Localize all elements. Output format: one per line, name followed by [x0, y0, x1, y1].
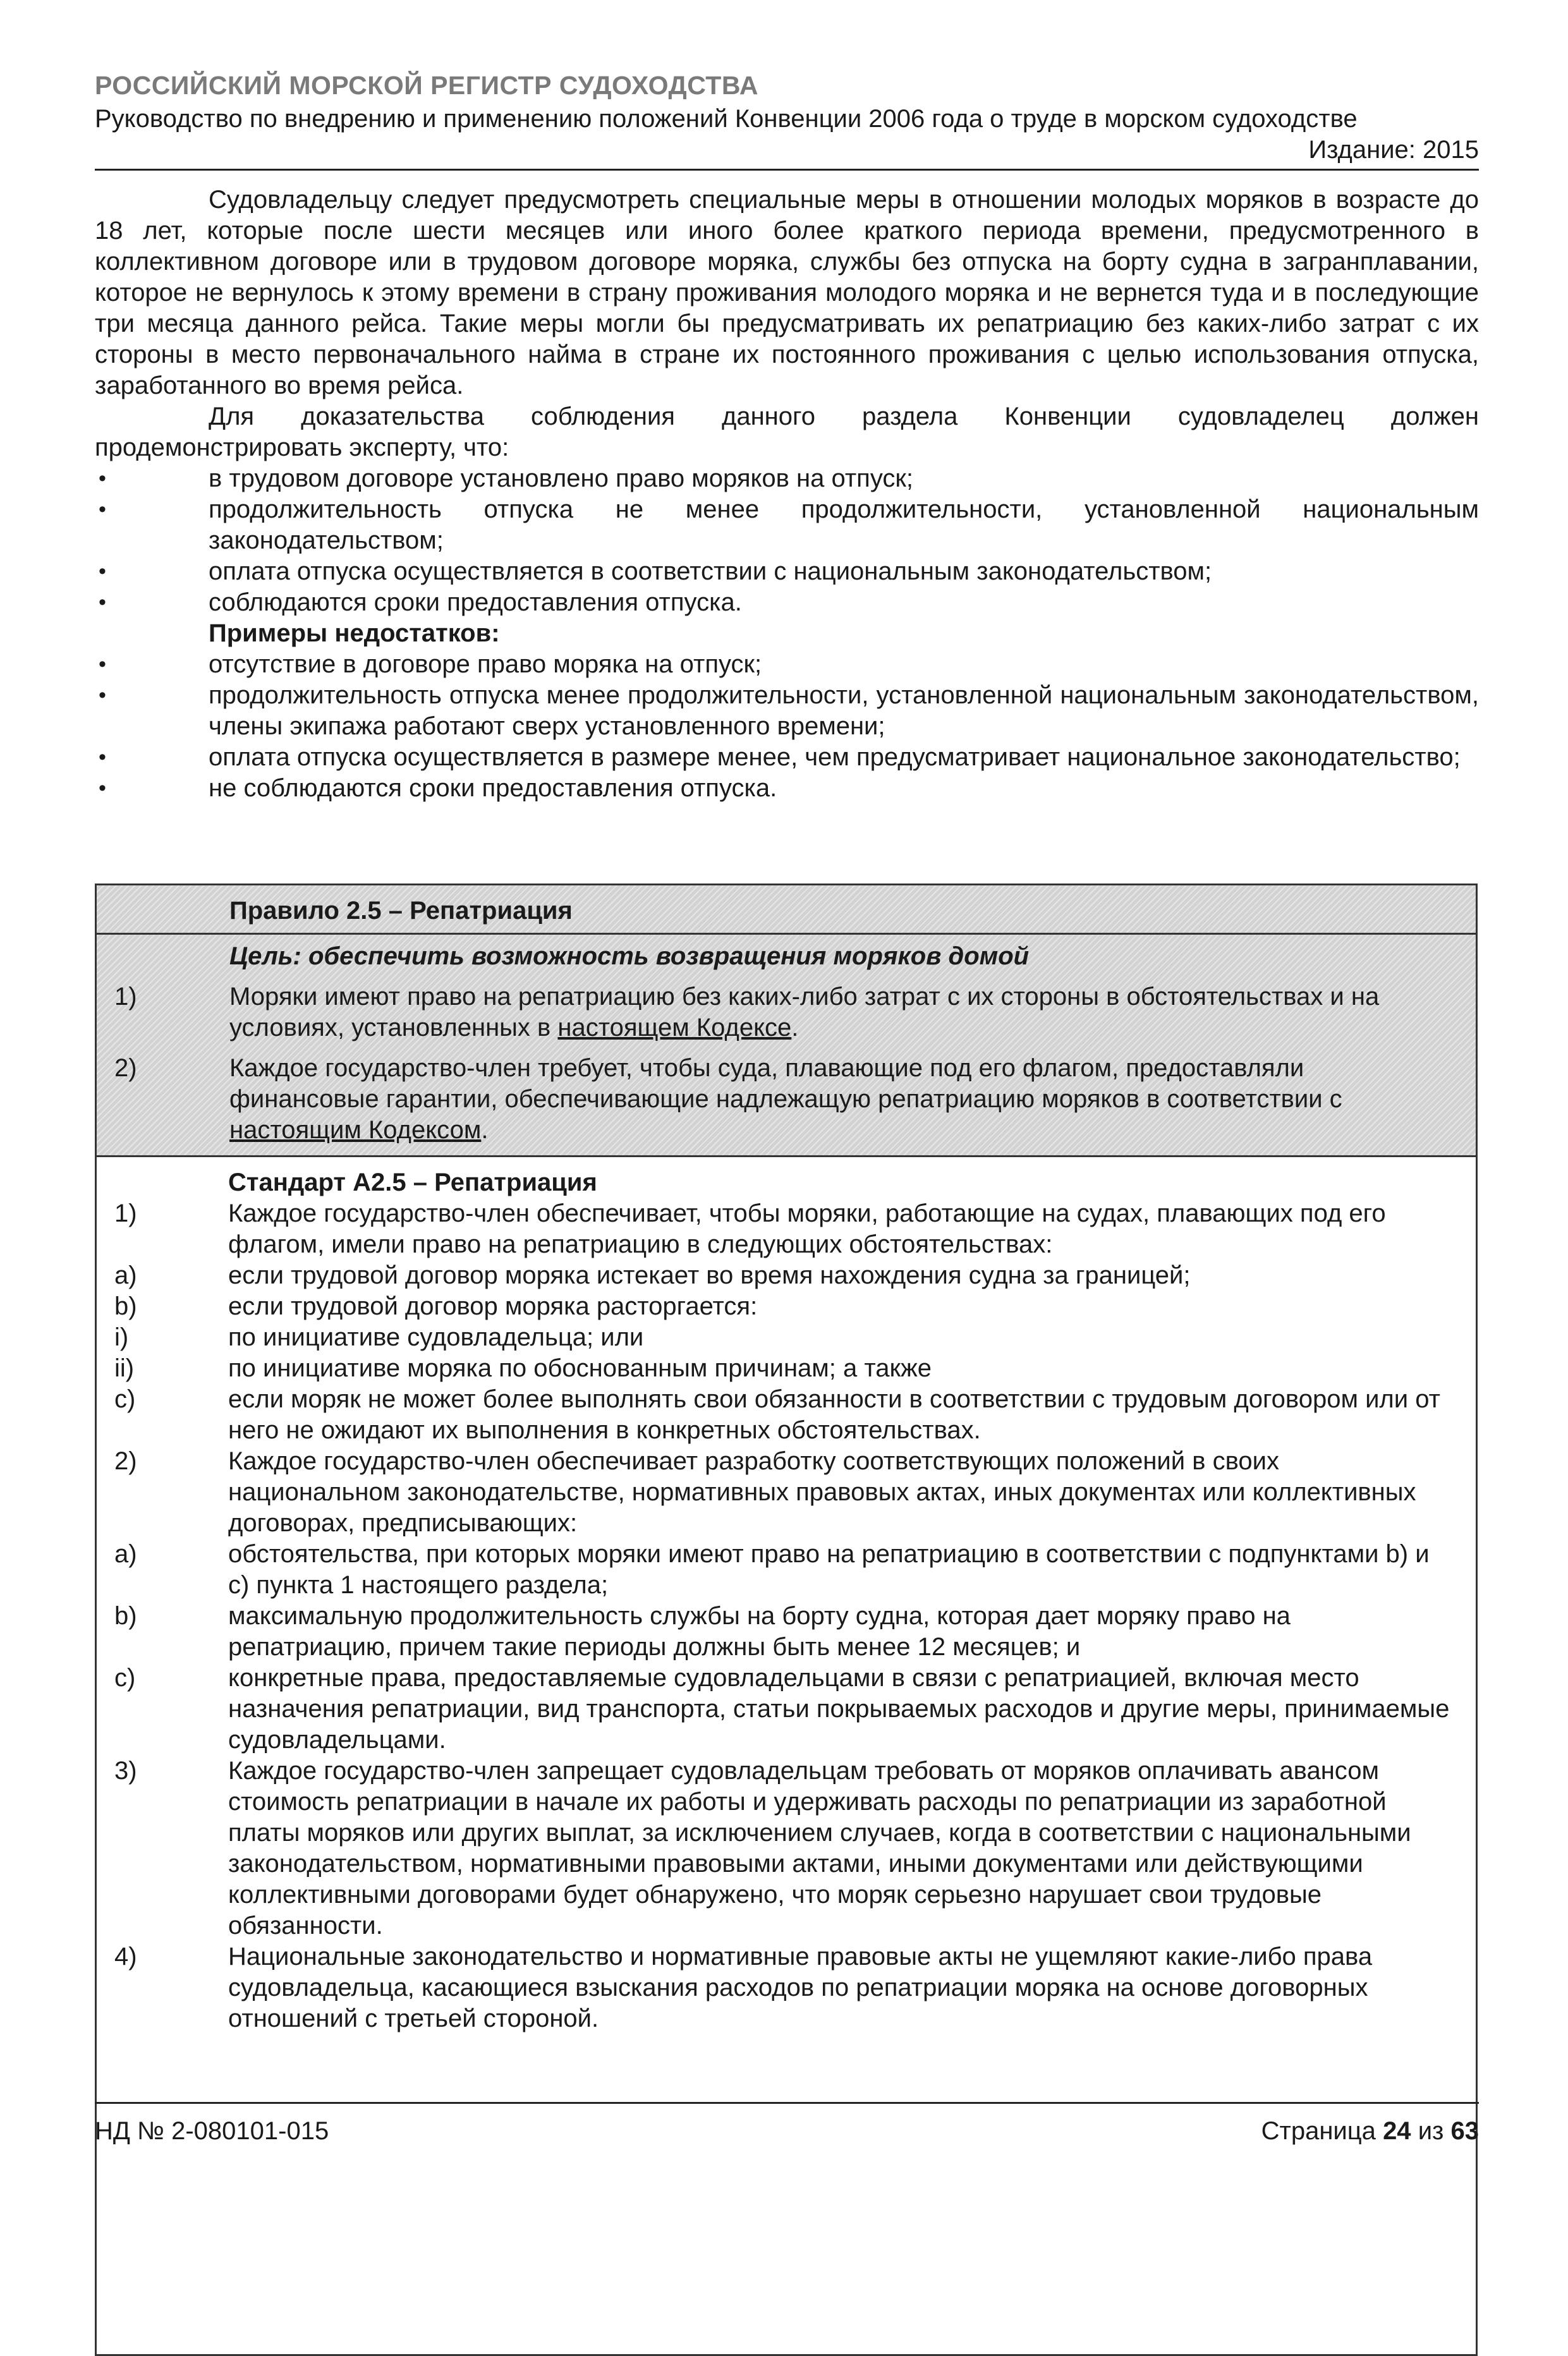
- code-link[interactable]: настоящим Кодексом: [229, 1116, 482, 1144]
- evidence-list: [95, 463, 1479, 618]
- code-link[interactable]: настоящем Кодексе: [557, 1014, 792, 1041]
- item-number: 2): [114, 1054, 137, 1082]
- body-text: [95, 185, 1479, 804]
- list-item: • отсутствие в договоре право моряка на отпуск;: [95, 649, 1479, 680]
- footer-page-number: Страница 24 из 63: [1261, 2117, 1479, 2145]
- young-seafarers-paragraph: Судовладельцу следует предусмотреть специальные меры в отношении молодых моряков в возрасте до 18 лет, которые после шести месяцев или иного более краткого периода времени, предусмотренного в коллективном договоре или в трудовом договоре моряка, службы без отпуска на борту судна в загранплавании, которое не вернулось к этому времени в страну проживания молодого моряка и не вернется туда и в последующие три месяца данного рейса. Такие меры могли бы предусматривать их репатриацию без каких-либо затрат с их стороны в место первоначального найма в стране их постоянного проживания с целью использования отпуска, заработанного во время рейса.: [95, 186, 1479, 399]
- bullet-icon: •: [99, 776, 106, 800]
- regulation-shaded-section: Правило 2.5 – Репатриация Цель: обеспечить возможность возвращения моряков домой 1) Моряки имеют право на репатриацию без каких-либо затрат с их стороны в обстоятельствах и на условиях, установленных в настоящем Кодексе. 2) Каждое государство-член требует, чтобы суда, плавающие под его флагом, предоставляли финансовые гарантии, обеспечивающие надлежащую репатриацию моряков в соответствии с настоящим Кодексом.: [97, 885, 1476, 1157]
- bullet-icon: •: [99, 559, 106, 583]
- header-organization: РОССИЙСКИЙ МОРСКОЙ РЕГИСТР СУДОХОДСТВА: [95, 71, 759, 100]
- list-item: • соблюдаются сроки предоставления отпуска.: [95, 587, 1479, 618]
- evidence-intro-line2: продемонстрировать эксперту, что:: [95, 434, 509, 461]
- bullet-icon: •: [99, 745, 106, 769]
- header-edition: Издание: 2015: [1308, 136, 1479, 164]
- bullet-icon: •: [99, 590, 106, 614]
- list-item: • продолжительность отпуска не менее продолжительности, установленной национальным законодательством;: [99, 495, 1479, 554]
- bullet-icon: •: [99, 683, 106, 707]
- bullet-icon: •: [99, 466, 106, 490]
- regulation-title-band: [97, 885, 1476, 935]
- bullet-icon: •: [99, 652, 106, 676]
- deficiencies-heading: Примеры недостатков:: [209, 619, 500, 647]
- regulation-goal: Цель: обеспечить возможность возвращения моряков домой: [229, 942, 1030, 970]
- list-item: • продолжительность отпуска менее продолжительности, установленной национальным законодательством, члены экипажа работают сверх установленного времени;: [99, 681, 1479, 740]
- list-item: • оплата отпуска осуществляется в размере менее, чем предусматривает национальное законодательство;: [95, 742, 1479, 773]
- standard-title: Стандарт А2.5 – Репатриация: [228, 1169, 597, 1196]
- footer-doc-number: НД № 2-080101-015: [95, 2117, 329, 2145]
- regulation-box: Правило 2.5 – Репатриация Цель: обеспечить возможность возвращения моряков домой 1) Моряки имеют право на репатриацию без каких-либо затрат с их стороны в обстоятельствах и на условиях, установленных в настоящем Кодексе. 2) Каждое государство-член требует, чтобы суда, плавающие под его флагом, предоставляли финансовые гарантии, обеспечивающие надлежащую репатриацию моряков в соответствии с настоящим Кодексом. Стандарт А2.5 – Репатриация 1) Каждое государство-член обеспечивает, чтобы моряки, работающие на судах, плавающих под его флагом, имели право на репатриацию в следующих обстоятельствах: a) если трудовой договор моряка истекает во время нахождения судна за границей; b) если трудовой договор моряка расторгается: i) по инициативе судовладельца; или ii) по инициативе моряка по обоснованным причинам; а также c) если моряк не может более выполнять свои обязанности в соответствии с трудовым договором или от него не ожидают их выполнения в конкретных обстоятельствах. 2) Каждое государство-член обеспечивает разработку соответствующих положений в своих национальном законодательстве, нормативных правовых актах, иных документах или коллективных договорах, предписывающих: a) обстоятельства, при которых моряки имеют право на репатриацию в соответствии с подпунктами b) и c) пункта 1 настоящего раздела; b) максимальную продолжительность службы на борту судна, которая дает моряку право на репатриацию, причем такие периоды должны быть менее 12 месяцев; и c) конкретные права, предоставляемые судовладельцами в связи с репатриацией, включая место назначения репатриации, вид транспорта, статьи покрываемых расходов и другие меры, принимаемые судовладельцами. 3) Каждое государство-член запрещает судовладельцам требовать от моряков оплачивать авансом стоимость репатриации в начале их работы и удерживать расходы по репатриации из заработной платы моряков или других выплат, за исключением случаев, когда в соответствии с национальными законодательством, нормативными правовыми актами, иными документами или действующими коллективными договорами будет обнаружено, что моряк серьезно нарушает свои трудовые обязанности. 4) Национальные законодательство и нормативные правовые акты не ущемляют какие-либо права судовладельца, касающиеся взыскания расходов по репатриации моряка на основе договорных отношений с третьей стороной.: [95, 883, 1478, 2356]
- footer-divider: [95, 2102, 1479, 2104]
- header-document-title: Руководство по внедрению и применению положений Конвенции 2006 года о труде в морском судоходстве: [95, 105, 1358, 133]
- bullet-icon: •: [99, 497, 106, 521]
- list-item: • оплата отпуска осуществляется в соответствии с национальным законодательством;: [95, 556, 1479, 587]
- list-item: • в трудовом договоре установлено право моряков на отпуск;: [95, 463, 1479, 494]
- evidence-intro-line1: Для доказательства соблюдения данного раздела Конвенции судовладелец должен: [209, 403, 1479, 430]
- list-item: • не соблюдаются сроки предоставления отпуска.: [95, 773, 1479, 804]
- deficiencies-list: [95, 649, 1479, 804]
- header-divider: [95, 169, 1479, 171]
- regulation-title: Правило 2.5 – Репатриация: [229, 897, 573, 925]
- item-number: 1): [114, 983, 137, 1011]
